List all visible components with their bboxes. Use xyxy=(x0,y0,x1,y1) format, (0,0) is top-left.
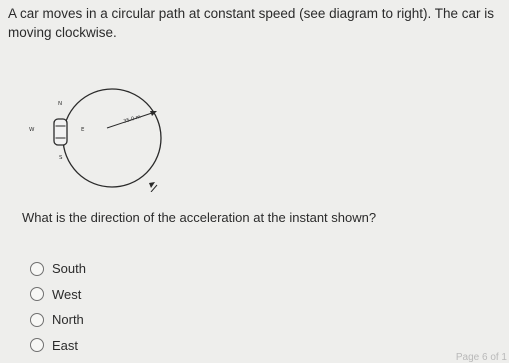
option-south[interactable] xyxy=(30,256,86,282)
page-indicator: Page 6 of 1 xyxy=(455,352,507,363)
question-text xyxy=(8,4,504,42)
car-icon xyxy=(54,119,67,145)
circular-path-diagram xyxy=(20,84,180,192)
compass-east: E xyxy=(81,127,85,133)
direction-arrow-icon xyxy=(149,182,157,192)
option-east[interactable] xyxy=(30,333,86,359)
radio-button[interactable] xyxy=(30,262,44,276)
compass-south: S xyxy=(59,155,63,161)
radio-button[interactable] xyxy=(30,287,44,301)
option-label: North xyxy=(52,312,84,328)
radio-button[interactable] xyxy=(30,338,44,352)
option-label: East xyxy=(52,337,79,353)
option-west[interactable] xyxy=(30,282,86,308)
compass-west: W xyxy=(29,127,35,133)
option-north[interactable] xyxy=(30,307,86,333)
question-prompt: What is the direction of the acceleration at the instant shown? xyxy=(22,210,377,225)
question-line-1: A car moves in a circular path at constant speed (see diagram to right). The car is xyxy=(8,6,494,21)
question-line-2: moving clockwise. xyxy=(8,25,117,40)
radius-label: 35.0 m xyxy=(122,114,142,125)
option-label: South xyxy=(52,261,86,277)
radio-button[interactable] xyxy=(30,313,44,327)
compass-north: N xyxy=(58,101,63,107)
option-label: West xyxy=(52,286,82,302)
circular-path xyxy=(63,89,161,187)
answer-options xyxy=(30,256,86,358)
